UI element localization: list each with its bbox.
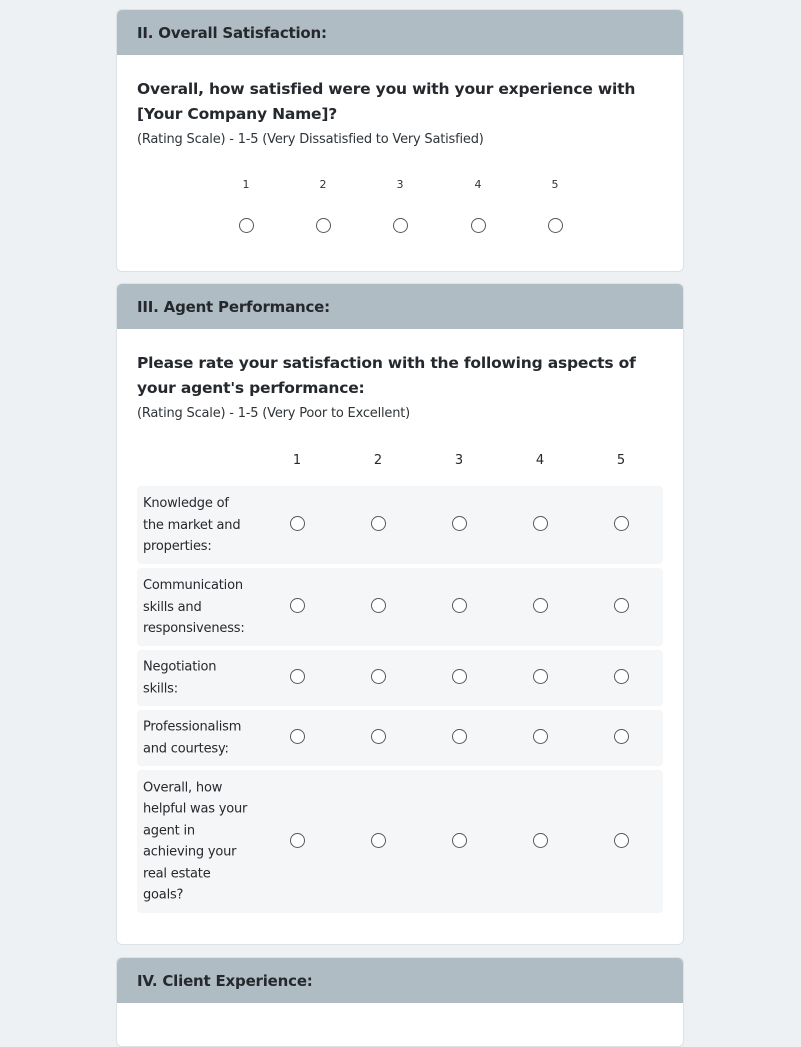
- radio-button[interactable]: [471, 218, 486, 233]
- radio-cell: [530, 598, 550, 618]
- column-label: 4: [535, 453, 545, 468]
- section-agent-performance: [116, 283, 684, 945]
- section-title: IV. Client Experience:: [117, 958, 683, 1003]
- radio-button[interactable]: [290, 729, 305, 744]
- column-label: 5: [616, 453, 626, 468]
- radio-cell: [449, 729, 469, 749]
- radio-button[interactable]: [533, 669, 548, 684]
- rating-option: [226, 178, 266, 237]
- radio-cell: [368, 598, 388, 618]
- radio-button[interactable]: [452, 516, 467, 531]
- radio-button[interactable]: [614, 833, 629, 848]
- radio-button[interactable]: [533, 598, 548, 613]
- radio-button[interactable]: [614, 516, 629, 531]
- radio-cell: [287, 729, 307, 749]
- radio-cell: [287, 598, 307, 618]
- rating-scale: [117, 178, 683, 248]
- radio-button[interactable]: [371, 598, 386, 613]
- radio-cell: [530, 833, 550, 853]
- radio-button[interactable]: [393, 218, 408, 233]
- row-label: Overall, how helpful was your agent in achieving your real estate goals?: [143, 780, 248, 903]
- question-text: Overall, how satisfied were you with your experience with [Your Company Name]?: [137, 80, 636, 123]
- radio-button[interactable]: [371, 516, 386, 531]
- matrix-row: [137, 568, 663, 646]
- radio-cell: [368, 729, 388, 749]
- radio-cell: [287, 833, 307, 853]
- radio-cell: [287, 516, 307, 536]
- rating-label: 2: [319, 178, 327, 191]
- rating-option: [380, 178, 420, 237]
- rating-label: 3: [396, 178, 404, 191]
- radio-cell: [368, 833, 388, 853]
- radio-cell: [611, 669, 631, 689]
- rating-label: 5: [551, 178, 559, 191]
- radio-button[interactable]: [290, 516, 305, 531]
- radio-button[interactable]: [548, 218, 563, 233]
- rating-option: [458, 178, 498, 237]
- matrix-row: [137, 770, 663, 913]
- radio-button[interactable]: [371, 833, 386, 848]
- section-title: II. Overall Satisfaction:: [117, 10, 683, 55]
- radio-cell: [611, 729, 631, 749]
- radio-button[interactable]: [452, 598, 467, 613]
- radio-button[interactable]: [614, 729, 629, 744]
- rating-matrix: [137, 452, 663, 917]
- column-label: 1: [292, 453, 302, 468]
- row-label: Communication skills and responsiveness:: [143, 577, 245, 636]
- radio-button[interactable]: [452, 833, 467, 848]
- radio-cell: [368, 516, 388, 536]
- radio-cell: [449, 669, 469, 689]
- rating-label: 1: [242, 178, 250, 191]
- row-label: Knowledge of the market and properties:: [143, 495, 241, 554]
- row-label: Professionalism and courtesy:: [143, 719, 242, 756]
- radio-button[interactable]: [371, 729, 386, 744]
- radio-button[interactable]: [533, 516, 548, 531]
- rating-label: 4: [474, 178, 482, 191]
- radio-cell: [611, 598, 631, 618]
- radio-cell: [287, 669, 307, 689]
- radio-button[interactable]: [316, 218, 331, 233]
- matrix-row: [137, 710, 663, 766]
- radio-button[interactable]: [452, 729, 467, 744]
- radio-cell: [611, 516, 631, 536]
- column-label: 2: [373, 453, 383, 468]
- scale-note: (Rating Scale) - 1-5 (Very Poor to Excellent): [137, 406, 411, 421]
- radio-cell: [530, 516, 550, 536]
- radio-button[interactable]: [533, 729, 548, 744]
- rating-option: [303, 178, 343, 237]
- radio-button[interactable]: [614, 598, 629, 613]
- radio-cell: [368, 669, 388, 689]
- rating-option: [535, 178, 575, 237]
- row-label: Negotiation skills:: [143, 659, 217, 696]
- radio-cell: [611, 833, 631, 853]
- radio-cell: [449, 598, 469, 618]
- section-client-experience: [116, 957, 684, 1047]
- radio-cell: [449, 516, 469, 536]
- question-text: Please rate your satisfaction with the following aspects of your agent's performance:: [137, 354, 636, 397]
- radio-button[interactable]: [533, 833, 548, 848]
- section-title: III. Agent Performance:: [117, 284, 683, 329]
- radio-button[interactable]: [290, 669, 305, 684]
- radio-button[interactable]: [290, 598, 305, 613]
- radio-cell: [449, 833, 469, 853]
- column-label: 3: [454, 453, 464, 468]
- radio-button[interactable]: [452, 669, 467, 684]
- matrix-row: [137, 486, 663, 564]
- scale-note: (Rating Scale) - 1-5 (Very Dissatisfied to Very Satisfied): [137, 132, 484, 147]
- radio-button[interactable]: [290, 833, 305, 848]
- radio-cell: [530, 669, 550, 689]
- radio-button[interactable]: [371, 669, 386, 684]
- radio-button[interactable]: [239, 218, 254, 233]
- section-overall-satisfaction: [116, 9, 684, 272]
- matrix-row: [137, 650, 663, 706]
- matrix-header: [137, 452, 663, 486]
- radio-cell: [530, 729, 550, 749]
- radio-button[interactable]: [614, 669, 629, 684]
